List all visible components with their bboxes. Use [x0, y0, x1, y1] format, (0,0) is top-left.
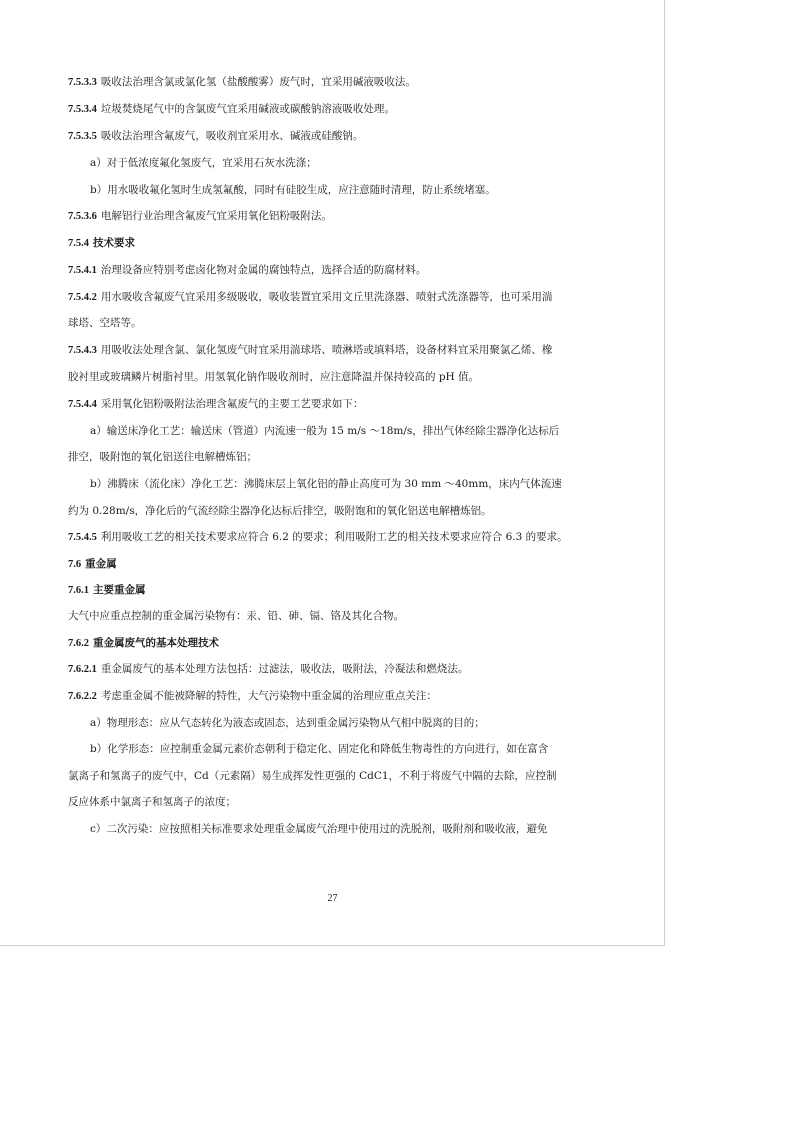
paragraph: 大气中应重点控制的重金属污染物有：汞、铅、砷、镉、铬及其化合物。 — [68, 610, 404, 622]
clause-7-5-4-3: 7.5.4.3 用吸收法处理含氯、氯化氢废气时宜采用湍球塔、喷淋塔或填料塔，设备材料宜采用聚氯乙烯、橡 — [68, 344, 553, 356]
clause-7-5-4-2: 7.5.4.2 用水吸收含氟废气宜采用多级吸收，吸收装置宜采用文丘里洗涤器、喷射式洗涤器等，也可采用湍 — [68, 291, 553, 303]
clause-7-6-2-2: 7.6.2.2 考虑重金属不能被降解的特性，大气污染物中重金属的治理应重点关注： — [68, 690, 437, 702]
section-heading: 7.6 重金属 — [68, 558, 117, 570]
paragraph-continuation: 约为 0.28m/s，净化后的气流经除尘器净化达标后排空，吸附饱和的氧化铝送电解槽炼铝。 — [68, 505, 492, 517]
section-heading: 7.6.1 主要重金属 — [68, 584, 146, 596]
section-heading: 7.6.2 重金属废气的基本处理技术 — [68, 637, 219, 649]
list-item: a）输送床净化工艺：输送床（管道）内流速一般为 15 m/s ～18m/s，排出气体经除尘器净化达标后 — [90, 425, 560, 437]
paragraph-continuation: 排空，吸附饱的氧化铝送往电解槽炼铝； — [68, 451, 257, 463]
clause-7-5-4-5: 7.5.4.5 利用吸收工艺的相关技术要求应符合 6.2 的要求；利用吸附工艺的相关技术要求应符合 6.3 的要求。 — [68, 531, 568, 543]
paragraph-continuation: 球塔、空塔等。 — [68, 317, 142, 329]
clause-7-5-3-6: 7.5.3.6 电解铝行业治理含氟废气宜采用氧化铝粉吸附法。 — [68, 210, 332, 222]
clause-7-5-3-5: 7.5.3.5 吸收法治理含氟废气，吸收剂宜采用水、碱液或硅酸钠。 — [68, 130, 364, 142]
list-item: b）用水吸收氟化氢时生成氢氟酸，同时有硅胶生成，应注意随时清理，防止系统堵塞。 — [90, 184, 496, 196]
paragraph-continuation: 反应体系中氯离子和氢离子的浓度； — [68, 796, 236, 808]
clause-7-6-2-1: 7.6.2.1 重金属废气的基本处理方法包括：过滤法，吸收法，吸附法，冷凝法和燃烧法。 — [68, 663, 469, 675]
section-heading: 7.5.4 技术要求 — [68, 237, 135, 249]
clause-7-5-4-1: 7.5.4.1 治理设备应特别考虑卤化物对金属的腐蚀特点，选择合适的防腐材料。 — [68, 264, 427, 276]
paragraph-continuation: 胶衬里或玻璃鳞片树脂衬里。用氢氧化钠作吸收剂时，应注意降温并保持较高的 pH 值。 — [68, 371, 480, 383]
paragraph-continuation: 氯离子和氢离子的废气中，Cd（元素隔）易生成挥发性更强的 CdC1，不利于将废气中隔的去除，应控制 — [68, 770, 557, 782]
list-item: c）二次污染：应按照相关标准要求处理重金属废气治理中使用过的洗脱剂，吸附剂和吸收液，避免 — [90, 823, 548, 835]
clause-7-5-3-4: 7.5.3.4 垃圾焚烧尾气中的含氯废气宜采用碱液或碳酸钠溶液吸收处理。 — [68, 103, 395, 115]
page-number: 27 — [327, 893, 338, 904]
list-item: a）对于低浓度氟化氢废气，宜采用石灰水洗涤； — [90, 157, 317, 169]
clause-7-5-3-3: 7.5.3.3 吸收法治理含氯或氯化氢（盐酸酸雾）废气时，宜采用碱液吸收法。 — [68, 76, 416, 88]
list-item: b）沸腾床（流化床）净化工艺：沸腾床层上氧化铝的静止高度可为 30 mm ～40mm，床内气体流速 — [90, 478, 562, 490]
list-item: a）物理形态：应从气态转化为液态或固态，达到重金属污染物从气相中脱离的目的； — [90, 717, 485, 729]
clause-7-5-4-4: 7.5.4.4 采用氧化铝粉吸附法治理含氟废气的主要工艺要求如下： — [68, 398, 364, 410]
list-item: b）化学形态：应控制重金属元素价态朝利于稳定化、固定化和降低生物毒性的方向进行，如在富含 — [90, 743, 549, 755]
